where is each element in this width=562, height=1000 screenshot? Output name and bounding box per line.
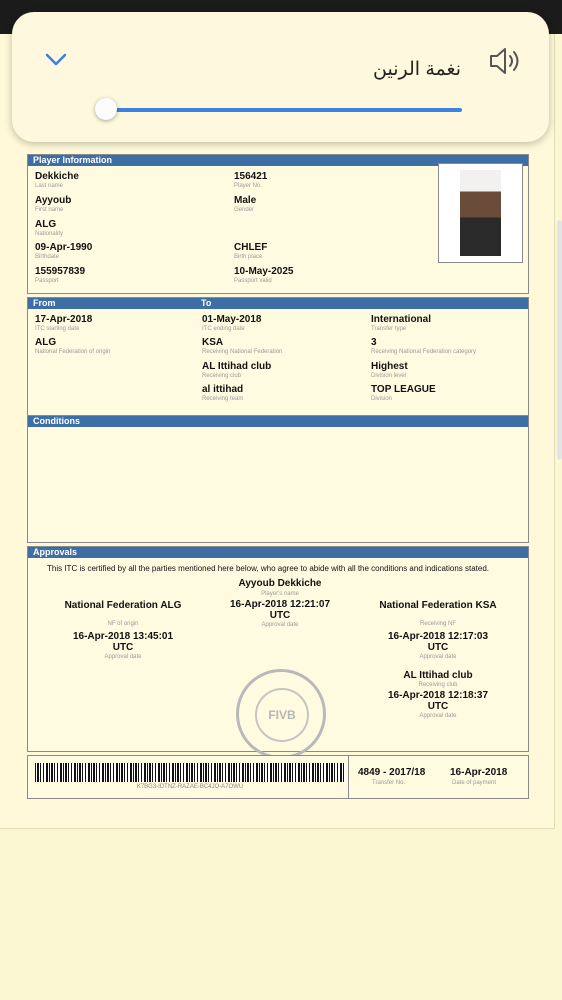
receiving-approval-tz: UTC (427, 642, 449, 653)
player-photo (438, 163, 523, 263)
itc-end-value: 01-May-2018 (202, 314, 262, 325)
club-approval-tz: UTC (427, 701, 449, 712)
nationality-value: ALG (35, 219, 57, 230)
volume-panel (12, 12, 549, 142)
player-no-value: 156421 (234, 171, 268, 182)
volume-stream-title: نغمة الرنين (373, 59, 461, 80)
nf-origin-label: National Federation of origin (35, 349, 111, 355)
transfer-footer (27, 755, 529, 799)
birth-place-label: Birth place (234, 254, 263, 260)
passport-valid-value: 10-May-2025 (234, 266, 294, 277)
barcode-text: K7BG3-IDTNZ-RAZAE-BC4JO-A7OWU (136, 784, 244, 790)
volume-slider-thumb[interactable] (95, 98, 117, 120)
receiving-nf-label: Receiving National Federation (202, 349, 283, 355)
receiving-club-value: AL Ittihad club (202, 361, 272, 372)
division-value: TOP LEAGUE (371, 384, 436, 395)
club-approval-date: 16-Apr-2018 12:18:37 (387, 690, 489, 701)
nf-category-label: Receiving National Federation category (371, 349, 477, 355)
nf-origin-value: ALG (35, 337, 57, 348)
footer-divider (348, 756, 349, 798)
transfer-no-label: Transfer No. (372, 780, 406, 786)
receiving-approval-date: 16-Apr-2018 12:17:03 (387, 631, 489, 642)
transfer-no-value: 4849 - 2017/18 (358, 767, 426, 778)
last-name-label: Last name (35, 183, 64, 189)
origin-approval-date: 16-Apr-2018 13:45:01 (72, 631, 174, 642)
birth-place-value: CHLEF (234, 242, 268, 253)
itc-end-label: ITC ending date (202, 326, 245, 332)
transfer-type-label: Transfer type (371, 326, 407, 332)
fivb-seal-text: FIVB (255, 688, 309, 742)
payment-date-value: 16-Apr-2018 (450, 767, 508, 778)
player-approval-date: 16-Apr-2018 12:21:07 (229, 599, 331, 610)
approvals-header: Approvals (28, 547, 528, 558)
origin-nf-label: NF of origin (107, 621, 139, 627)
fivb-seal (236, 669, 326, 759)
player-information-header: Player Information (28, 155, 528, 166)
transfer-header (28, 298, 528, 309)
receiving-nf-approval-label: Receiving NF (419, 621, 456, 627)
division-level-label: Division level (371, 373, 407, 379)
gender-label: Gender (234, 207, 255, 213)
first-name-label: First name (35, 207, 64, 213)
to-header: To (201, 298, 212, 308)
receiving-nf-value: KSA (202, 337, 224, 348)
club-approval-date-label: Approval date (419, 713, 457, 719)
first-name-value: Ayyoub (35, 195, 72, 206)
division-level-value: Highest (371, 361, 408, 372)
club-approval-value: AL Ittihad club (403, 670, 473, 681)
page-scroll-indicator[interactable] (557, 220, 562, 460)
conditions-header: Conditions (28, 416, 528, 427)
origin-approval-tz: UTC (112, 642, 134, 653)
division-label: Division (371, 396, 393, 402)
itc-start-label: ITC starting date (35, 326, 80, 332)
nationality-label: Nationality (35, 231, 64, 237)
origin-approval-label: Approval date (104, 654, 142, 660)
itc-start-value: 17-Apr-2018 (35, 314, 93, 325)
payment-date-label: Date of payment (452, 780, 497, 786)
itc-document (0, 34, 555, 829)
birthdate-label: Birthdate (35, 254, 60, 260)
player-information-section (27, 154, 529, 294)
receiving-approval-label: Approval date (419, 654, 457, 660)
approvals-section (27, 546, 529, 752)
speaker-icon[interactable] (488, 46, 524, 76)
nf-category-value: 3 (371, 337, 377, 348)
from-header: From (33, 298, 56, 308)
passport-label: Passport (35, 278, 59, 284)
player-approval-tz: UTC (269, 610, 291, 621)
club-approval-label: Receiving club (418, 682, 458, 688)
player-name-value: Ayyoub Dekkiche (238, 578, 322, 589)
barcode-image (35, 763, 345, 782)
conditions-section (27, 415, 529, 543)
transfer-type-value: International (371, 314, 432, 325)
chevron-down-icon[interactable] (44, 52, 68, 68)
receiving-nf-approval-value: National Federation KSA (379, 600, 497, 611)
approvals-statement: This ITC is certified by all the parties mentioned here below, who agree to abide with all the conditions and indications stated. (47, 564, 490, 573)
receiving-team-value: al ittihad (202, 384, 244, 395)
gender-value: Male (234, 195, 257, 206)
passport-valid-label: Passport valid (234, 278, 272, 284)
player-name-label: Player's name (261, 591, 299, 597)
player-photo-image (460, 170, 501, 256)
birthdate-value: 09-Apr-1990 (35, 242, 93, 253)
passport-value: 155957839 (35, 266, 86, 277)
volume-slider-track[interactable] (107, 108, 462, 112)
receiving-club-label: Receiving club (202, 373, 242, 379)
last-name-value: Dekkiche (35, 171, 79, 182)
origin-nf-value: National Federation ALG (64, 600, 182, 611)
receiving-team-label: Receiving team (202, 396, 244, 402)
player-no-label: Player No. (234, 183, 263, 189)
player-approval-label: Approval date (261, 622, 299, 628)
